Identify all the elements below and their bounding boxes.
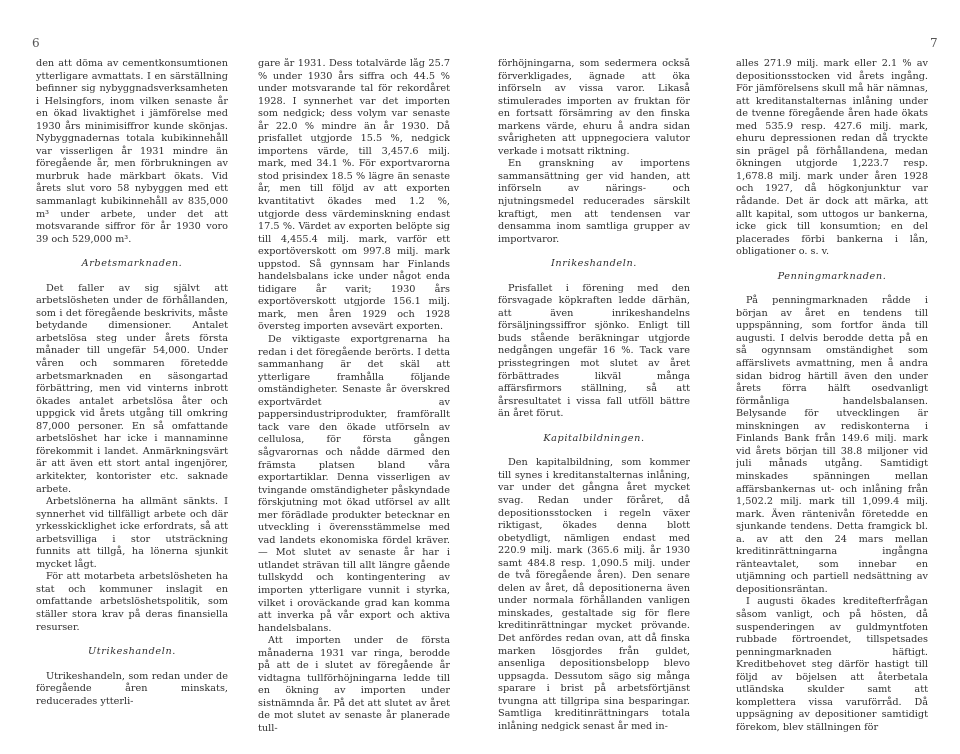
section-heading: Arbetsmarknaden. bbox=[81, 258, 183, 270]
paragraph: förhöjningarna, som sedermera också förverkligades, ägnade att öka införseln av vissa varor. Likaså stimulerades importen av fruktan för en fortsatt försämring av den finska markens värde, ehuru å andra sidan svårigheten att uppnegociera valutor verkade i motsatt riktning. bbox=[498, 58, 690, 157]
page-number-right: 7 bbox=[930, 36, 938, 50]
section-heading: Utrikeshandeln. bbox=[88, 646, 176, 658]
paragraph: Utrikeshandeln, som redan under de föregående åren minskats, reducerades ytterli- bbox=[36, 670, 228, 707]
section-heading: Inrikeshandeln. bbox=[551, 258, 637, 270]
paragraph: Prisfallet i förening med den försvagade köpkraften ledde därhän, att även inrikeshandelns försäljningssiffror sjönko. Enligt till buds stående beräkningar utgjorde nedgången ungefär 16 %. Tack vare prisstegringen mot slutet av året förbättrades likväl många affärsfirmors ställning, så att årsresultatet i vissa fall utföll bättre än året förut. bbox=[498, 282, 690, 420]
section-heading: Penningmarknaden. bbox=[777, 270, 887, 282]
text-column-3 bbox=[498, 58, 690, 738]
paragraph: Den kapitalbildning, som kommer till synes i kreditanstalternas inlåning, var under det gångna året mycket svag. Redan under föråret, då depositionsstocken i regeln växer riktigast, ökades denna blott obetydligt, nämligen endast med 220.9 milj. mark (365.6 milj. år 1930 samt 484.8 resp. 1,090.5 milj. under de två föregående åren). Den senare delen av året, då depositionerna även under normala förhållanden vanligen minskades, gestaltade sig för flere kreditinrättningar mycket prövande. Det anfördes redan ovan, att då finska marken lösgjordes från guldet, ansenliga depositionsbelopp blevo uppsagda. Dessutom sägo sig många sparare i brist på arbetsförtjänst tvungna att tillgripa sina besparingar. Samtliga kreditinrättningars totala inlåning nedgick senast år med in- bbox=[498, 457, 690, 732]
paragraph: alles 271.9 milj. mark eller 2.1 % av depositionsstocken vid årets ingång. För jämförelsens skull må här nämnas, att kreditanstalternas inlåning under de tvenne föregående åren hade ökats med 535.9 resp. 427.6 milj. mark, ehuru depressionen redan då tryckte sin prägel på förhållandena, medan ökningen utgjorde 1,223.7 resp. 1,678.8 milj. mark under åren 1928 och 1927, då högkonjunktur var rådande. Det är dock att märka, att allt kapital, som uttogos ur bankerna, icke gick till konsumtion; en del placerades förbi bankerna i lån, obligationer o. s. v. bbox=[736, 58, 928, 258]
paragraph: En granskning av importens sammansättning ger vid handen, att införseln av närings- och njutningsmedel reducerades särskilt kraftigt, men att tendensen var densamma inom samtliga grupper av importvaror. bbox=[498, 158, 690, 245]
paragraph: För att motarbeta arbetslösheten ha stat och kommuner inslagit en omfattande arbetslöshetspolitik, som ställer stora krav på deras finansiella resurser. bbox=[36, 571, 228, 633]
text-column-4 bbox=[736, 58, 928, 738]
page-number-left: 6 bbox=[32, 36, 40, 50]
paragraph: I augusti ökades kreditefterfrågan såsom vanligt, och på hösten, då suspenderingen av guldmyntfoten rubbade förtroendet, tillspetsades penningmarknaden häftigt. Kreditbehovet steg därför hastigt till följd av böjelsen att återbetala utländska skulder samt att komplettera vissa varuförråd. Då uppsägning av depositioner samtidigt förekom, blev ställningen för bbox=[736, 596, 928, 733]
paragraph: De viktigaste exportgrenarna ha redan i det föregående berörts. I detta sammanhang är det skäl att ytterligare framhålla följande omständigheter. Senaste år överskred exportvärdet av pappersindustriprodukter, framförallt tack vare den ökade utförseln av cellulosa, för första gången sågvarornas och nådde därmed den främsta platsen bland våra exportartiklar. Denna visserligen av tvingande omständigheter påskyndade förskjutning mot ökad utförsel av allt mer förädlade produkter betecknar en utveckling i överensstämmelse med vad landets ekonomiska fördel kräver. — Mot slutet av senaste år har i utlandet strävan till allt längre gående tullskydd och kontingentering av importen ytterligare vunnit i styrka, vilket i oroväckande grad kan komma att inverka på vår export och aktiva handelsbalans. bbox=[258, 334, 450, 634]
paragraph: Det faller av sig självt att arbetslösheten under de förhållanden, som i det föregående beskrivits, måste betydande dimensioner. Antalet arbetslösa steg under årets första månader till ungefär 54,000. Under våren och sommaren företedde arbetsmarknaden en säsongartad förbättring, men vid vinterns inbrott ökades antalet arbetslösa åter och uppgick vid årets utgång till omkring 87,000 personer. En så omfattande arbetslöshet har icke i mannaminne förekommit i landet. Anmärkningsvärt är att även ett stort antal ingenjörer, arkitekter, kontorister etc. saknade arbete. bbox=[36, 282, 228, 495]
paragraph: gare år 1931. Dess totalvärde låg 25.7 % under 1930 års siffra och 44.5 % under motsvarande tal för rekordåret 1928. I synnerhet var det importen som nedgick; dess volym var senaste år 22.0 % mindre än år 1930. Då prisfallet utgjorde 15.5 %, nedgick importens värde, till 3,457.6 milj. mark, med 34.1 %. För exportvarorna stod prisindex 18.5 % lägre än senaste år, men till följd av att exporten kvantitativt ökades med 1.2 %, utgjorde dess värdeminskning endast 17.5 %. Värdet av exporten belöpte sig till 4,455.4 milj. mark, varför ett exportöverskott om 997.8 milj. mark uppstod. Så gynnsam har Finlands handelsbalans icke under något enda tidigare år varit; 1930 års exportöverskott utgjorde 156.1 milj. mark, men åren 1929 och 1928 översteg importen avsevärt exporten. bbox=[258, 58, 450, 333]
paragraph: den att döma av cementkonsumtionen ytterligare avmattats. I en särställning befinner sig nybyggnadsverksamheten i Helsingfors, inom vilken senaste år en ökad livaktighet i jämförelse med 1930 års minimisiffror kunde skönjas. Nybyggnadernas totala kubikinnehåll var visserligen år 1931 mindre än föregående år, men förbrukningen av murbruk hade märkbart ökats. Vid årets slut voro 58 nybyggen med ett sammanlagt kubikinnehåll av 835,000 m³ under arbete, under det att motsvarande siffror för år 1930 voro 39 och 529,000 m³. bbox=[36, 58, 228, 245]
paragraph: Arbetslönerna ha allmänt sänkts. I synnerhet vid tillfälligt arbete och där yrkesskicklighet icke erfordrats, så att arbetsvilliga i stor utsträckning funnits att tillgå, ha lönerna sjunkit mycket lågt. bbox=[36, 496, 228, 570]
text-column-1 bbox=[36, 58, 228, 738]
paragraph: Att importen under de första månaderna 1931 var ringa, berodde på att de i slutet av föregående år vidtagna tullförhöjningarna ledde till en ökning av importen under sistnämnda år. På det att slutet av året de mot slutet av senaste år planerade tull- bbox=[258, 635, 450, 734]
section-heading: Kapitalbildningen. bbox=[543, 432, 645, 444]
text-column-2 bbox=[258, 58, 450, 738]
paragraph: På penningmarknaden rådde i början av året en tendens till uppspänning, som fortfor ända till augusti. I delvis berodde detta på en så ogynnsam omständighet som affärslivets avmattning, men å andra sidan bidrog härtill även den under årets förra hälft osedvanligt förmånliga handelsbalansen. Belysande för utvecklingen är minskningen av rediskonterna i Finlands Bank från 149.6 milj. mark vid årets början till 38.8 miljoner vid juli månads utgång. Samtidigt minskades spänningen mellan affärsbankernas ut- och inlåning från 1,502.2 milj. mark till 1,099.4 milj. mark. Även räntenivån företedde en sjunkande tendens. Detta framgick bl. a. av att den 24 mars mellan kreditinrättningarna ingångna ränteavtalet, som innebar en utjämning och partiell nedsättning av depositionsräntan. bbox=[736, 295, 928, 595]
